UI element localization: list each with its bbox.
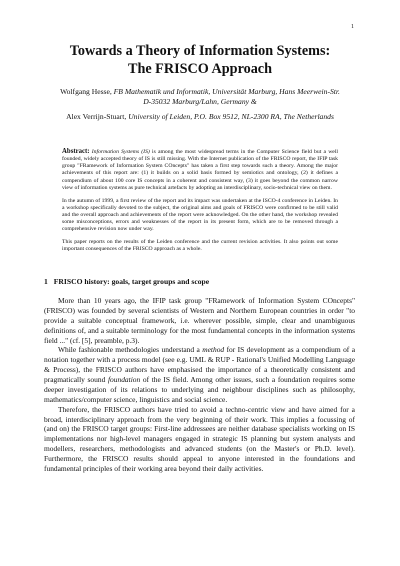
author-1 xyxy=(60,87,340,108)
abstract-paragraph-1 xyxy=(62,148,338,192)
body-text-span: While fashionable methodologies understand a xyxy=(58,345,203,355)
abstract-paragraph-2: In the autumn of 1999, a first review of the report and its impact was undertaken at the ISCO-4 conference in Leiden. In a workshop specifically devoted to the subject, the original aims and goals of FRISCO were confirmed to be still valid and the overall approach and achievements of the report were acknowledged. On the other hand, the workshop revealed some misconceptions, errors and weaknesses of the report in its present form, which are to be removed through a comprehensive revision now under way. xyxy=(62,197,338,233)
abstract-paragraph-3: This paper reports on the results of the Leiden conference and the current revision activities. It also points out some important consequences of the FRISCO approach as a whole. xyxy=(62,239,338,253)
section-heading xyxy=(44,277,364,286)
section-title: FRISCO history: goals, target groups and scope xyxy=(53,277,210,286)
emphasis-method: method xyxy=(202,345,225,355)
author-name: Alex Verrijn-Stuart, xyxy=(66,111,127,121)
body-paragraph-1: More than 10 years ago, the IFIP task group "FRamework of Information System COncepts" (FRISCO) was founded by several scientists of Western and Northern European countries in order "to provide a suitable conceptual framework, i.e. wherever possible, simple, clear and unambiguous definitions of, and a suitable terminology for the most fundamental concepts in the information systems field ..." (cf. [5], preamble, p.3). xyxy=(44,296,355,345)
abstract-italic-term: Information Systems (IS) xyxy=(91,149,150,155)
author-affiliation: University of Leiden, P.O. Box 9512, NL-2300 RA, The Netherlands xyxy=(128,111,334,121)
abstract xyxy=(62,148,338,259)
body-text-span: for IS development as a compendium of a notation together with a process model (see e.g. UML & RUP - Rational's Unified Modelling Language & Process), the FRISCO authors have emphasised the importance of a theoretically consistent and pragmatically sound xyxy=(44,345,355,384)
title-line-1: Towards a Theory of Information Systems: xyxy=(69,43,331,59)
author-2 xyxy=(60,112,340,122)
author-affiliation: FB Mathematik und Informatik, Universität Marburg, Hans Meerwein-Str. D-35032 Marburg/Lahn, Germany & xyxy=(113,87,340,107)
author-block xyxy=(60,87,340,126)
body-text-span: of the IS field. Among other issues, such a foundation requires some deeper investigation of its relations to underlying and neighbour disciplines such as philosophy, mathematics/computer science, linguistics and social science. xyxy=(44,375,355,404)
body-text xyxy=(44,296,355,474)
emphasis-foundation: foundation xyxy=(107,375,141,384)
abstract-label: Abstract: xyxy=(62,148,90,155)
paper-title xyxy=(40,42,360,78)
body-paragraph-2 xyxy=(44,345,355,404)
abstract-text: is among the most widespread terms in the Computer Science field but a well founded, widely accepted theory of IS is still missing. With the Internet publication of the FRISCO report, the IFIP task group "FRamework of Information System COncepts" has taken a first step towards such a theory. Among the major achievements of this report are: (1) it builds on a solid basis formed by semiotics and ontology, (2) it defines a compendium of about 100 core IS concepts in a coherent and consistent way, (3) it goes beyond the common narrow view of information systems as pure technical artefacts by adopting an interdisciplinary, socio-technical view on them. xyxy=(62,149,338,191)
title-line-2: The FRISCO Approach xyxy=(127,61,272,77)
page-number: 1 xyxy=(351,24,354,30)
author-name: Wolfgang Hesse, xyxy=(60,87,112,96)
body-paragraph-3: Therefore, the FRISCO authors have tried to avoid a techno-centric view and have aimed for a broad, interdisciplinary approach from the very beginning of their work. This implies a focussing of (and on) the FRISCO target groups: First-line addressees are neither database specialists working on IS implementations nor high-level managers engaged in strategic IS planning but system analysts and modellers, researchers, methodologists and advanced students (on the Master's or Ph.D. level). Furthermore, the FRISCO results should appeal to anyone interested in the foundations and fundamental principles of their working area beyond their daily activities. xyxy=(44,404,355,473)
section-number: 1 xyxy=(44,277,48,286)
